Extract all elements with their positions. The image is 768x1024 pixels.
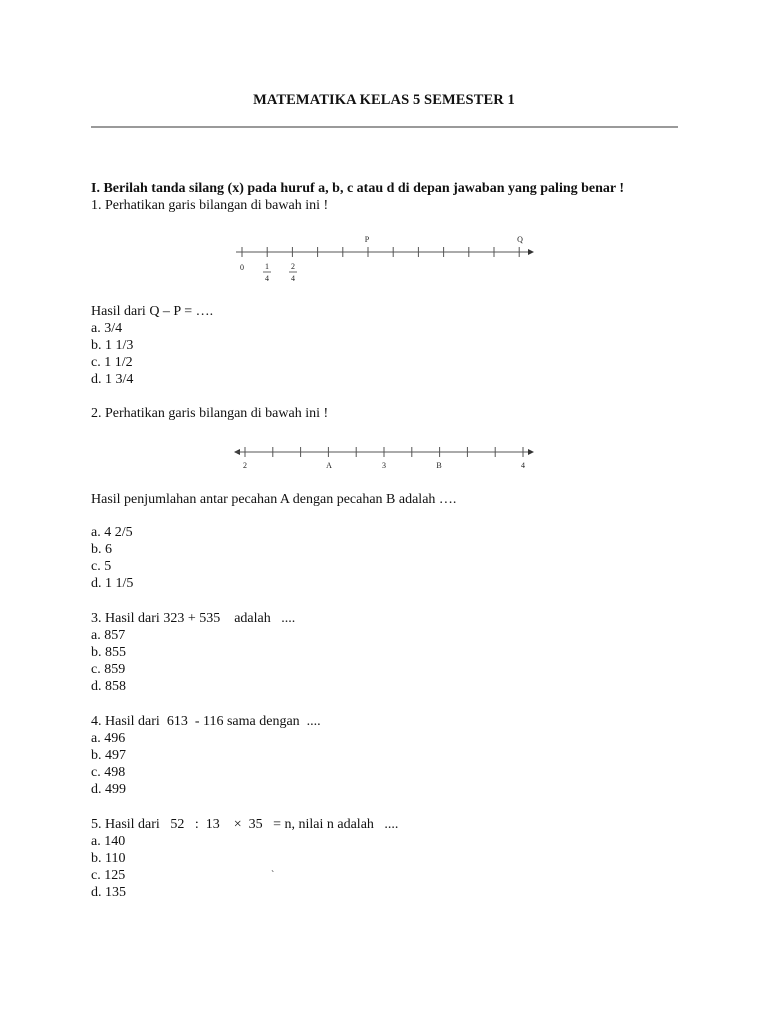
page-title: MATEMATIKA KELAS 5 SEMESTER 1: [253, 92, 515, 108]
q1-frac1-numerator: 1: [265, 262, 269, 271]
q4-option-b: b. 497: [91, 748, 126, 763]
q1-label-p: P: [364, 235, 370, 244]
q3-option-c: c. 859: [91, 662, 126, 677]
q2-label-a: A: [326, 461, 332, 470]
q2-option-d: d. 1 1/5: [91, 576, 134, 591]
q2-option-c: c. 5: [91, 559, 112, 574]
q1-frac2-denominator: 4: [291, 274, 295, 283]
stray-mark: `: [271, 870, 275, 881]
q2-label-3: 3: [382, 461, 386, 470]
title-divider: [91, 126, 678, 128]
q3-option-a: a. 857: [91, 628, 126, 643]
q1-prompt: 1. Perhatikan garis bilangan di bawah ini !: [91, 198, 329, 213]
q1-frac1-denominator: 4: [265, 274, 269, 283]
q1-question: Hasil dari Q – P = ….: [91, 304, 214, 319]
q4-option-c: c. 498: [91, 765, 126, 780]
q2-number-line: [234, 443, 536, 473]
q5-option-c: c. 125: [91, 868, 126, 883]
q5-question: 5. Hasil dari 52 : 13 × 35 = n, nilai n adalah ....: [91, 817, 399, 832]
q4-question: 4. Hasil dari 613 - 116 sama dengan ....: [91, 714, 321, 729]
q2-label-2: 2: [243, 461, 247, 470]
q2-axis-arrow-right: [528, 449, 534, 455]
q5-option-b: b. 110: [91, 851, 126, 866]
q3-option-b: b. 855: [91, 645, 126, 660]
q1-axis-arrow: [528, 249, 534, 255]
q2-option-a: a. 4 2/5: [91, 525, 133, 540]
q4-option-d: d. 499: [91, 782, 126, 797]
q1-label-q: Q: [517, 235, 523, 244]
q2-label-4: 4: [521, 461, 525, 470]
q1-option-d: d. 1 3/4: [91, 372, 134, 387]
q2-option-b: b. 6: [91, 542, 112, 557]
instruction-text: I. Berilah tanda silang (x) pada huruf a, b, c atau d di depan jawaban yang paling benar !: [91, 181, 625, 196]
q2-question: Hasil penjumlahan antar pecahan A dengan pecahan B adalah ….: [91, 492, 457, 507]
q5-option-d: d. 135: [91, 885, 126, 900]
q2-prompt: 2. Perhatikan garis bilangan di bawah ini !: [91, 406, 329, 421]
q1-label-zero: 0: [240, 263, 244, 272]
q1-frac2-numerator: 2: [291, 262, 295, 271]
q4-option-a: a. 496: [91, 731, 126, 746]
q1-number-line: [236, 234, 536, 286]
q3-option-d: d. 858: [91, 679, 126, 694]
q5-option-a: a. 140: [91, 834, 126, 849]
q1-option-b: b. 1 1/3: [91, 338, 134, 353]
q3-question: 3. Hasil dari 323 + 535 adalah ....: [91, 611, 296, 626]
q1-option-a: a. 3/4: [91, 321, 123, 336]
q1-option-c: c. 1 1/2: [91, 355, 133, 370]
q2-label-b: B: [436, 461, 442, 470]
